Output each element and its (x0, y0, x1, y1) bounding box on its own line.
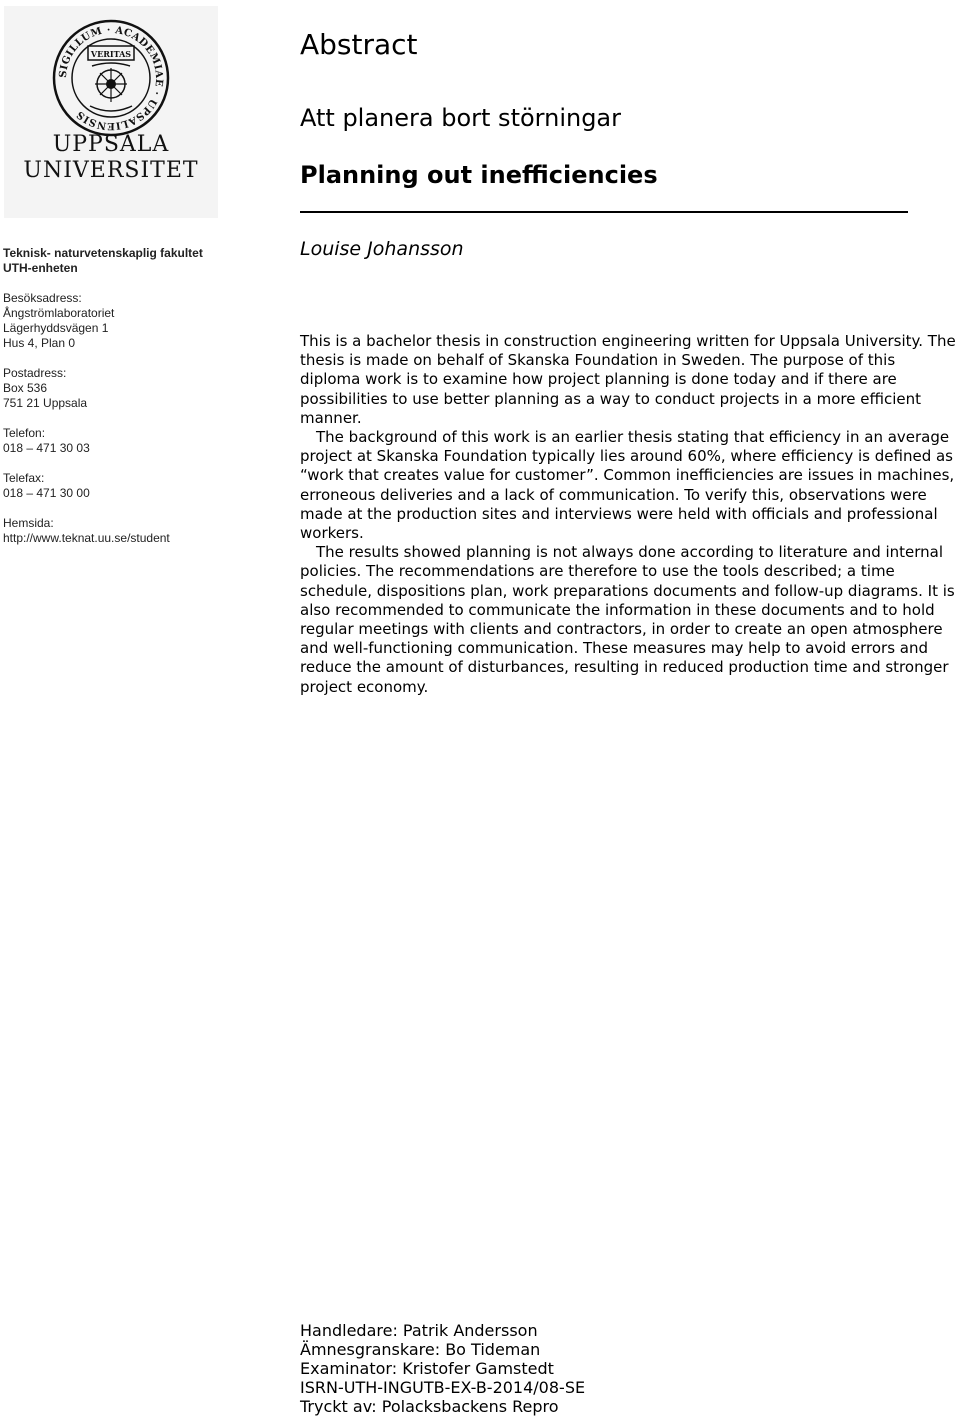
university-seal-icon (4, 6, 218, 218)
printer-line: Tryckt av: Polacksbackens Repro (300, 1397, 559, 1416)
contact-sidebar (3, 246, 243, 561)
credits-block (300, 1321, 585, 1416)
page-title: Abstract (300, 28, 418, 61)
visit-address-label: Besöksadress: (3, 291, 82, 305)
post-address-block (3, 366, 243, 411)
unit-name: UTH-enheten (3, 261, 78, 275)
thesis-title-swedish: Att planera bort störningar (300, 104, 621, 132)
title-divider (300, 211, 908, 213)
faculty-block (3, 246, 243, 276)
faculty-name: Teknisk- naturvetenskaplig fakultet (3, 246, 203, 260)
website-label: Hemsida: (3, 516, 54, 530)
fax-label: Telefax: (3, 471, 45, 485)
svg-text:SIGILLUM · ACADEMIAE · UPSALIE: SIGILLUM · ACADEMIAE · UPSALIENSIS (57, 24, 165, 132)
visit-address-block (3, 291, 243, 351)
author-name: Louise Johansson (300, 238, 464, 260)
post-address-line: 751 21 Uppsala (3, 396, 88, 410)
visit-address-line: Hus 4, Plan 0 (3, 336, 76, 350)
university-logo (4, 6, 218, 218)
examiner-line: Examinator: Kristofer Gamstedt (300, 1359, 554, 1378)
post-address-line: Box 536 (3, 381, 48, 395)
svg-text:VERITAS: VERITAS (90, 49, 132, 59)
phone-number: 018 – 471 30 03 (3, 441, 90, 455)
abstract-body (300, 332, 960, 697)
fax-block (3, 471, 243, 501)
abstract-paragraph: This is a bachelor thesis in construction engineering written for Uppsala University. The thesis is made on behalf of Skanska Foundation in Sweden. The purpose of this diploma work is to examine how project planning is done today and if there are possibilities to use better planning as a way to conduct projects in a more efficient manner. (300, 332, 956, 427)
abstract-paragraph: The background of this work is an earlier thesis stating that efficiency in an average project at Skanska Foundation typically lies around 60%, where efficiency is defined as “work that creates value for customer”. Common inefficiencies are issues in machines, erroneous deliveries and a lack of communication. To verify this, observations were made at the production sites and interviews were held with officials and professional workers. (300, 428, 955, 543)
logo-name-line2: UNIVERSITET (23, 158, 199, 183)
reviewer-line: Ämnesgranskare: Bo Tideman (300, 1340, 541, 1359)
logo-name-line1: UPPSALA (52, 132, 170, 157)
visit-address-line: Ångströmlaboratoriet (3, 306, 115, 320)
website-link[interactable]: http://www.teknat.uu.se/student (3, 531, 170, 545)
isrn-line: ISRN-UTH-INGUTB-EX-B-2014/08-SE (300, 1378, 586, 1397)
thesis-title-english: Planning out inefficiencies (300, 161, 658, 189)
supervisor-line: Handledare: Patrik Andersson (300, 1321, 538, 1340)
fax-number: 018 – 471 30 00 (3, 486, 90, 500)
visit-address-line: Lägerhyddsvägen 1 (3, 321, 109, 335)
phone-block (3, 426, 243, 456)
website-block (3, 516, 243, 546)
phone-label: Telefon: (3, 426, 46, 440)
post-address-label: Postadress: (3, 366, 67, 380)
abstract-paragraph: The results showed planning is not always done according to literature and internal policies. The recommendations are therefore to use the tools described; a time schedule, dispositions plan, work preparations documents and follow-up diagrams. It is also recommended to communicate the information in these documents and to hold regular meetings with clients and contractors, in order to create an open atmosphere and well-functioning communication. These measures may help to avoid errors and reduce the amount of disturbances, resulting in reduced production time and stronger project economy. (300, 543, 955, 696)
